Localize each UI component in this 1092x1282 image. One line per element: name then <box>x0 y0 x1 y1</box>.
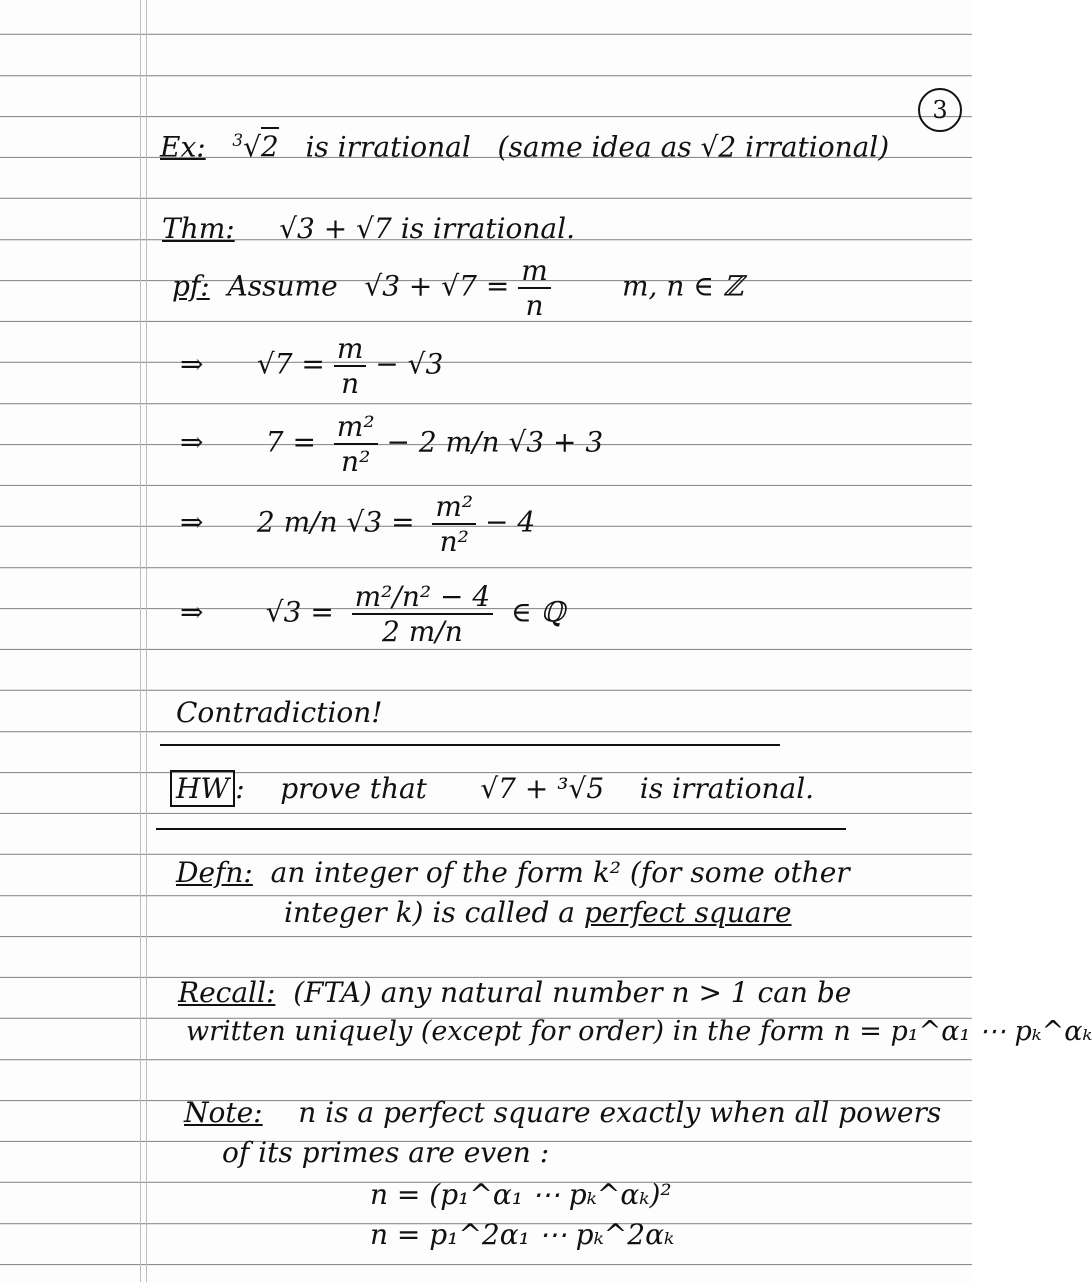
note-line-1 <box>184 1096 941 1129</box>
step-arrow: ⇒ <box>180 347 204 381</box>
step-rhs: − 2 m/n √3 + 3 <box>386 425 604 459</box>
step-den: 2 m/n <box>382 615 463 648</box>
pf-assume: Assume <box>227 269 338 303</box>
step-num: m² <box>334 410 378 445</box>
step-den: n² <box>341 445 371 478</box>
recall-text-1: (FTA) any natural number n > 1 can be <box>293 976 852 1009</box>
contradiction: Contradiction! <box>176 696 383 729</box>
hw-tail: is irrational. <box>639 772 815 805</box>
defn-perfect-square: perfect square <box>583 896 792 929</box>
step-arrow: ⇒ <box>180 505 204 539</box>
defn-text-2a: integer k) is called a <box>284 896 575 929</box>
margin-line <box>140 0 141 1282</box>
note-text-1: n is a perfect square exactly when all powers <box>298 1096 942 1129</box>
step-lhs: √7 = <box>256 347 325 381</box>
defn-line-1 <box>176 856 850 889</box>
step-3 <box>180 490 535 558</box>
hw-label: HW <box>170 770 235 807</box>
pf-fraction <box>518 254 551 322</box>
step-num: m² <box>432 490 476 525</box>
ex-note: (same idea as √2 irrational) <box>497 130 890 164</box>
ex-line: Ex: $^3$√2 is irrational (same idea as √2 irrational) <box>160 130 889 163</box>
pf-label: pf: <box>172 269 210 303</box>
note-eq-2: n = p₁^2α₁ ⋯ pₖ^2αₖ <box>370 1218 675 1251</box>
step-arrow: ⇒ <box>180 595 204 629</box>
step-2 <box>180 410 603 478</box>
recall-label: Recall: <box>178 976 276 1009</box>
step-fraction <box>352 580 494 648</box>
pf-frac-num: m <box>518 254 551 289</box>
step-num: m²/n² − 4 <box>352 580 494 615</box>
thm-line <box>162 212 575 245</box>
step-rhs: ∈ ℚ <box>510 595 566 629</box>
note-eq-1: n = (p₁^α₁ ⋯ pₖ^αₖ)² <box>370 1178 672 1211</box>
hw-text: prove that <box>280 772 427 805</box>
ex-radicand: 2 <box>261 127 279 163</box>
hw-expr: √7 + ³√5 <box>480 772 605 805</box>
step-den: n² <box>439 525 469 558</box>
divider-rule <box>160 744 780 746</box>
step-1 <box>180 332 443 400</box>
thm-statement: √3 + √7 is irrational. <box>279 212 575 245</box>
hw-line <box>170 772 814 805</box>
step-fraction <box>334 410 378 478</box>
ex-text: is irrational <box>305 130 471 164</box>
step-arrow: ⇒ <box>180 425 204 459</box>
ex-root-index: 3 <box>232 130 244 150</box>
defn-label: Defn: <box>176 856 253 889</box>
recall-line-1 <box>178 976 851 1009</box>
divider-rule-2 <box>156 828 846 830</box>
pf-frac-den: n <box>525 289 544 322</box>
step-lhs: 2 m/n √3 = <box>256 505 415 539</box>
page-number: 3 <box>918 88 962 132</box>
note-label: Note: <box>184 1096 263 1129</box>
defn-line-2 <box>284 896 792 929</box>
step-den: n <box>341 367 360 400</box>
hw-colon: : <box>235 772 245 805</box>
step-lhs: √3 = <box>265 595 334 629</box>
step-lhs: 7 = <box>265 425 316 459</box>
step-rhs: − √3 <box>375 347 444 381</box>
ex-label: Ex: <box>160 130 206 164</box>
recall-line-2: written uniquely (except for order) in the form n = p₁^α₁ ⋯ pₖ^αₖ <box>186 1016 1092 1047</box>
pf-domain: m, n ∈ ℤ <box>621 269 744 303</box>
note-line-2: of its primes are even : <box>222 1136 550 1169</box>
step-fraction <box>432 490 476 558</box>
defn-text-1: an integer of the form k² (for some other <box>270 856 850 889</box>
pf-line <box>172 254 743 322</box>
thm-label: Thm: <box>162 212 235 245</box>
pf-equation-lhs: √3 + √7 = <box>364 269 510 303</box>
step-fraction <box>334 332 367 400</box>
margin-line-inner <box>146 0 147 1282</box>
step-num: m <box>334 332 367 367</box>
step-rhs: − 4 <box>485 505 536 539</box>
step-4 <box>180 580 565 648</box>
